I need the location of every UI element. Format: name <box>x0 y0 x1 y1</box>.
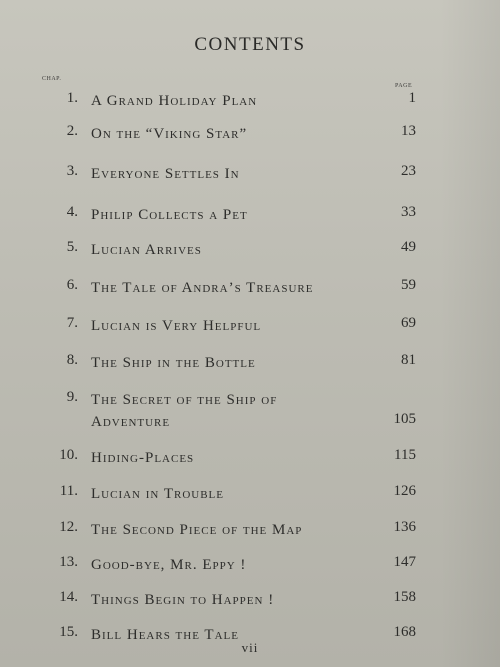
page-number: 126 <box>393 483 416 499</box>
chapter-title: The Ship in the Bottle <box>91 355 256 371</box>
page-column-label: PAGE <box>395 83 413 89</box>
chapter-title: Good-bye, Mr. Eppy ! <box>91 557 247 573</box>
toc-entry <box>0 447 500 475</box>
chapter-title: A Grand Holiday Plan <box>91 93 258 109</box>
toc-entry <box>0 90 500 118</box>
chapter-column-label: CHAP. <box>42 76 62 82</box>
page-title: CONTENTS <box>194 34 306 55</box>
chapter-number: 14. <box>59 589 78 605</box>
chapter-title: On the “Viking Star” <box>91 126 248 142</box>
chapter-number: 5. <box>66 239 78 255</box>
toc-entry <box>0 589 500 617</box>
toc-entry <box>0 352 500 380</box>
toc-entry <box>0 315 500 343</box>
page-number: 59 <box>401 277 416 293</box>
page-number: 69 <box>401 315 416 331</box>
toc-entry <box>0 277 500 305</box>
page-number: 81 <box>401 352 416 368</box>
page-number: 49 <box>401 239 416 255</box>
chapter-title: Bill Hears the Tale <box>91 627 239 643</box>
page-number: 13 <box>401 123 416 139</box>
chapter-number: 11. <box>59 483 78 499</box>
page-number: 33 <box>401 204 416 220</box>
chapter-title: Hiding-Places <box>91 450 195 466</box>
chapter-number: 1. <box>66 90 78 106</box>
toc-entry <box>0 239 500 267</box>
chapter-number: 13. <box>59 554 78 570</box>
chapter-title: Philip Collects a Pet <box>91 207 248 223</box>
page-number: 136 <box>393 519 416 535</box>
chapter-title: The Tale of Andra’s Treasure <box>91 280 314 296</box>
toc-entry <box>0 554 500 582</box>
chapter-number: 4. <box>66 204 78 220</box>
page-number: 1 <box>408 90 416 106</box>
toc-entry <box>0 123 500 151</box>
page-number: 158 <box>393 589 416 605</box>
chapter-number: 8. <box>66 352 78 368</box>
chapter-title: Everyone Settles In <box>91 166 240 182</box>
chapter-number: 15. <box>59 624 78 640</box>
chapter-number: 9. <box>66 389 78 405</box>
chapter-title: The Second Piece of the Map <box>91 522 303 538</box>
folio-page-number: vii <box>241 640 259 655</box>
page-number: 23 <box>401 163 416 179</box>
page-number: 147 <box>393 554 416 570</box>
page-number: 168 <box>393 624 416 640</box>
chapter-title: Lucian is Very Helpful <box>91 318 262 334</box>
chapter-number: 3. <box>66 163 78 179</box>
toc-entry <box>0 163 500 191</box>
toc-entry <box>0 483 500 511</box>
chapter-title: Things Begin to Happen ! <box>91 592 275 608</box>
chapter-title: The Secret of the Ship of Adventure <box>91 392 278 430</box>
chapter-title: Lucian in Trouble <box>91 486 224 502</box>
toc-entry <box>0 389 500 435</box>
chapter-number: 2. <box>66 123 78 139</box>
table-of-contents <box>0 84 500 644</box>
chapter-title: Lucian Arrives <box>91 242 202 258</box>
page-number: 115 <box>394 447 416 463</box>
page-number: 105 <box>393 411 416 427</box>
toc-entry <box>0 519 500 547</box>
chapter-number: 7. <box>66 315 78 331</box>
toc-entry <box>0 204 500 232</box>
chapter-number: 6. <box>66 277 78 293</box>
chapter-number: 12. <box>59 519 78 535</box>
chapter-number: 10. <box>59 447 78 463</box>
